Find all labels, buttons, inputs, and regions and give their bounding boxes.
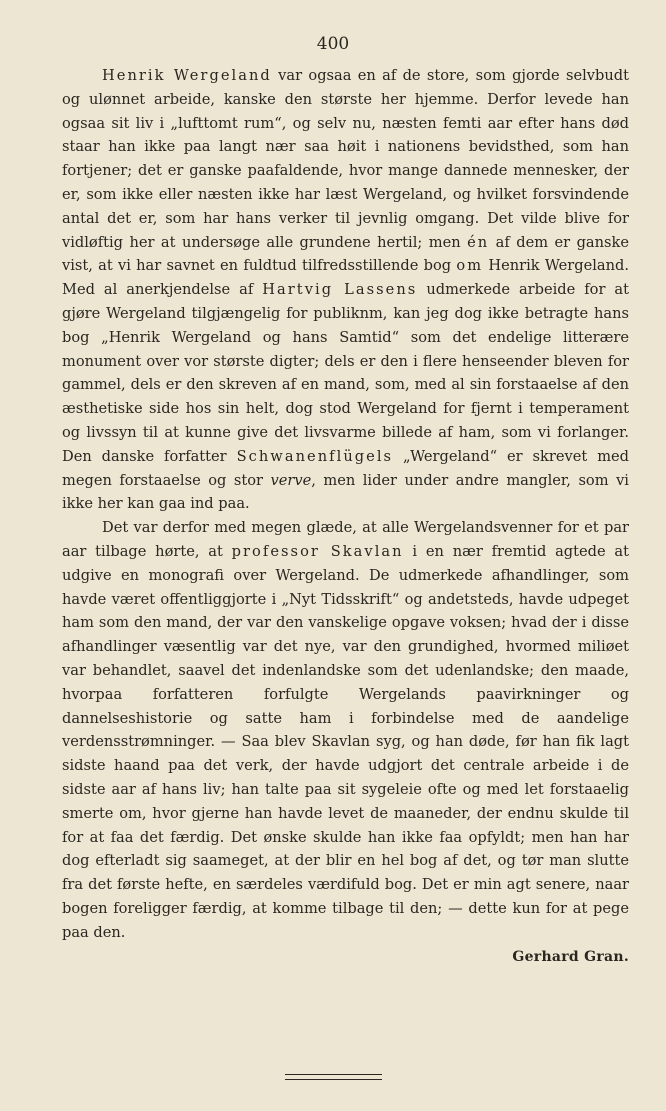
paragraph-2 <box>62 516 629 944</box>
p1-text-4: Wergeland. Med al anerkjendelse af <box>62 257 629 299</box>
p1-text-7: , men lider under andre mangler, som vi ikke her kan gaa ind paa. <box>62 471 629 513</box>
word-verve: verve <box>270 471 312 489</box>
name-henrik-wergeland: Henrik Wergeland <box>102 67 272 84</box>
signature-row <box>62 945 629 970</box>
p1-text-1: var ogsaa en af de store, som gjorde selvbudt og ulønnet arbeide, kanske den største her hjemme. Derfor levede han ogsaa sit liv i „lufttomt rum“, og selv nu, næsten femti aar efter hans død staar han ikke paa langt nær saa høit i nationens bevidsthed, som han fortjener; det er ganske paafaldende, hvor mange dannede mennesker, der er, som ikke eller næsten ikke har læst Wergeland, og hvilket forsvindende antal det er, som har hans verker til jevnlig omgang. Det vilde blive for vidløftig her at undersøge alle grundene hertil; men <box>62 67 630 251</box>
p2-text-2: i en nær fremtid agtede at udgive en monografi over Wergeland. De udmerkede afhandlinger, som havde været offentliggjorte i „Nyt Tidsskrift“ og andetsteds, havde udpeget ham som den mand, der var den vanskelige opgave voksen; hvad der i disse afhandlinger væsentlig var det nye, var den grundighed, hvormed miliøet var behandlet, saavel det indenlandske som det udenlandske; den maade, hvorpaa forfatteren forfulgte Wergelands paavirkninger og dannelseshistorie og satte ham i forbindelse med de aandelige verdensstrømninger. — Saa blev Skavlan syg, og han døde, før han fik lagt sidste haand paa det verk, der havde udgjort det centrale arbeide i de sidste aar af hans liv; han talte paa sit sygeleie ofte og med let forstaaelig smerte om, hvor gjerne han havde levet de maaneder, der endnu skulde til for at faa det færdig. Det ønske skulde han ikke faa opfyldt; men han har dog efterladt sig saameget, at der blir en hel bog af det, og tør man slutte fra det første hefte, en særdeles værdifuld bog. Det er min agt senere, naar bogen foreligger færdig, at komme tilbage til den; — dette kun for at pege paa den. <box>62 542 629 941</box>
page-number: 400 <box>316 34 350 54</box>
article-body <box>62 64 629 970</box>
end-rule-top <box>285 1074 382 1075</box>
p2-text-1: Det var derfor med megen glæde, at alle Wergelandsvenner for et par aar tilbage hørte, at <box>62 519 629 560</box>
name-henrik: Henrik <box>488 257 540 275</box>
signature: Gerhard Gran. <box>512 949 629 966</box>
name-professor-skavlan: professor Skavlan <box>231 542 404 560</box>
word-om: om <box>456 257 484 275</box>
name-hartvig-lassens: Hartvig Lassens <box>262 281 418 299</box>
word-en: én <box>467 233 490 251</box>
p1-text-2: af dem er ganske vist, at vi har savnet en fuldtud tilfredsstillende bog <box>62 233 629 275</box>
name-schwanenflugels: Schwanenflügels <box>236 447 394 465</box>
p1-text-6: „Wergeland“ er skrevet med megen forstaaelse og stor <box>62 447 630 489</box>
paragraph-1 <box>62 64 629 516</box>
end-rule-bottom <box>285 1079 382 1080</box>
p1-text-5: udmerkede arbeide for at gjøre Wergeland tilgjængelig for publiknm, kan jeg dog ikke betragte hans bog „Henrik Wergeland og hans Samtid“ som det endelige litterære monument over vor største digter; dels er den i flere henseender bleven for gammel, dels er den skreven af en mand, som, med al sin forstaaelse af den æsthetiske side hos sin helt, dog stod Wergeland for fjernt i temperament og livssyn til at kunne give det livsvarme billede af ham, som vi forlanger. Den danske forfatter <box>62 281 629 465</box>
